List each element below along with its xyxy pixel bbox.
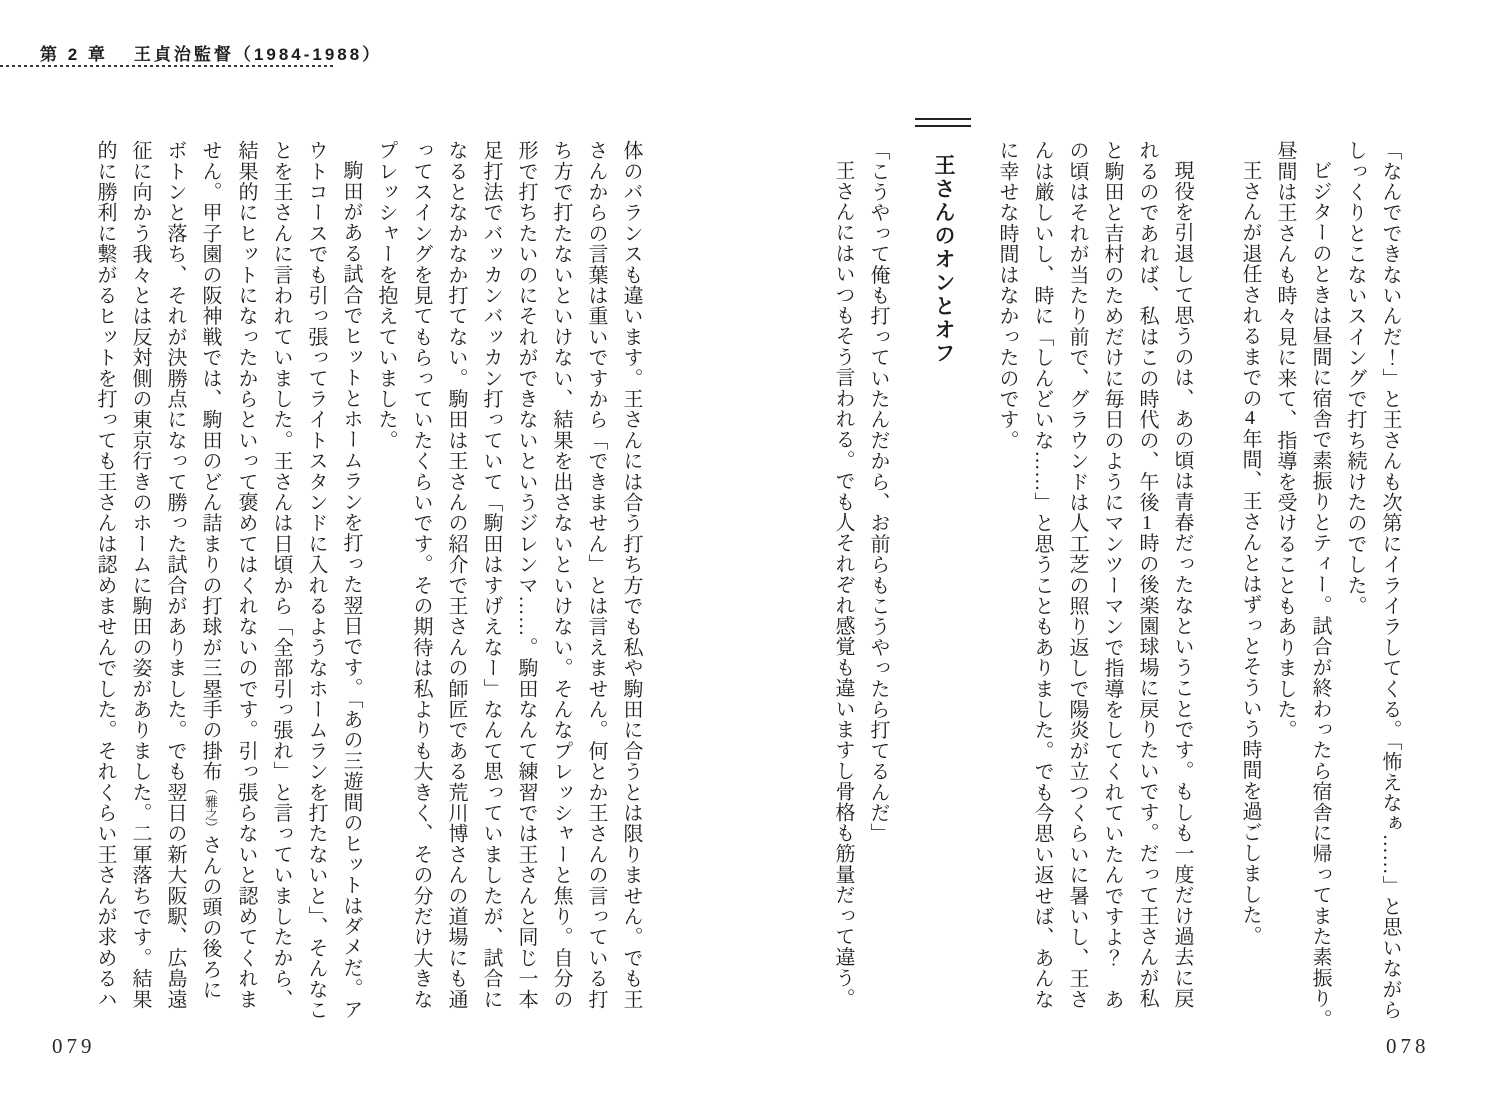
header-rule bbox=[0, 65, 336, 67]
text-line: 「こうやって俺も打っていたんだから、お前らもこうやったら打てるんだ」 bbox=[867, 140, 889, 844]
text-line: しっくりとこないスイングで打ち続けたのでした。 bbox=[1344, 140, 1366, 617]
text-line: 体のバランスも違います。王さんには合う打ち方でも私や駒田に合うとは限りません。でも王 bbox=[620, 140, 642, 1010]
page-header bbox=[40, 40, 382, 65]
chapter-title: 王貞治監督（1984-1988） bbox=[133, 45, 383, 64]
text-line: れるのであれば、私はこの時代の、午後1時の後楽園球場に戻りたいです。だって王さんが私 bbox=[1136, 140, 1158, 1009]
text-line: 昼間は王さんも時々見に来て、指導を受けることもありました。 bbox=[1274, 140, 1296, 741]
text-line: 的に勝利に繋がるヒットを打っても王さんは認めませんでした。それくらい王さんが求めるハ bbox=[94, 140, 116, 1010]
chapter-label: 第 2 章 bbox=[40, 45, 108, 64]
text-line: 駒田がある試合でヒットとホームランを打った翌日です。「あの三遊間のヒットはダメだ。ア bbox=[340, 160, 362, 1020]
text-line: ビジターのときは昼間に宿舎で素振りとティー。試合が終わったら宿舎に帰ってまた素振り。 bbox=[1309, 160, 1331, 1030]
upright-digit: 4 bbox=[1245, 408, 1255, 429]
text-line: に幸せな時間はなかったのです。 bbox=[996, 140, 1018, 451]
text-line: と駒田と吉村のためだけに毎日のようにマンツーマンで指導をしてくれていたんですよ？ あ bbox=[1101, 140, 1123, 1010]
text-line: 足打法でバッカンバッカン打っていて「駒田はすげえなー」なんて思っていましたが、試合に bbox=[480, 140, 502, 1010]
text-line: 形で打ちたいのにそれができないというジレンマ……。駒田なんて練習では王さんと同じ一本 bbox=[515, 140, 537, 1010]
text-line: ボトンと落ち、それが決勝点になって勝った試合がありました。でも翌日の新大阪駅、広島遠 bbox=[164, 140, 186, 1010]
text-line: ってスイングを見てもらっていたくらいです。その期待は私よりも大きく、その分だけ大きな bbox=[410, 140, 432, 1010]
text-line: 結果的にヒットになったからといって褒めてはくれないのです。引っ張らないと認めてくれま bbox=[235, 140, 257, 1010]
text-line: 王さんが退任されるまでの4年間、王さんとはずっとそういう時間を過ごしました。 bbox=[1239, 160, 1261, 946]
text-line: せん。甲子園の阪神戦では、駒田のどん詰まりの打球が三塁手の掛布（雅之）さんの頭の後ろに bbox=[199, 140, 221, 1001]
page-number-left: 079 bbox=[52, 1034, 96, 1058]
left-page-text-block bbox=[87, 140, 648, 1036]
text-line: 征に向かう我々とは反対側の東京行きのホームに駒田の姿がありました。二軍落ちです。結果 bbox=[129, 140, 151, 1010]
text-line: なるとなかなか打てない。駒田は王さんの紹介で王さんの師匠である荒川博さんの道場にも通 bbox=[445, 140, 467, 1010]
right-page-text-block bbox=[825, 140, 1407, 1036]
text-line: とを王さんに言われていました。王さんは日頃から「全部引っ張れ」と言っていましたから、 bbox=[270, 140, 292, 1010]
text-line: さんからの言葉は重いですから「できません」とは言えません。何とか王さんの言っている打 bbox=[585, 140, 607, 1010]
double-rule-icon bbox=[915, 118, 971, 127]
inline-annotation: （雅之） bbox=[203, 781, 218, 835]
text-line: 「なんでできないんだ！」と王さんも次第にイライラしてくる。「怖えなぁ……」と思いながら bbox=[1379, 140, 1401, 1021]
text-line: ウトコースでも引っ張ってライトスタンドに入れるようなホームランを打たないと」、そんなこ bbox=[305, 140, 327, 1021]
text-line: 王さんにはいつもそう言われる。でも人それぞれ感覚も違いますし骨格も筋量だって違う。 bbox=[832, 160, 854, 1009]
text-line: 現役を引退して思うのは、あの頃は青春だったなということです。もしも一度だけ過去に戻 bbox=[1171, 160, 1193, 1009]
page-number-right: 078 bbox=[1386, 1034, 1430, 1058]
upright-digit: 1 bbox=[1142, 512, 1152, 533]
text-line: の頃はそれが当たり前で、グラウンドは人工芝の照り返しで陽炎が立つくらいに暑いし、王さ bbox=[1066, 140, 1088, 1010]
text-line: プレッシャーを抱えていました。 bbox=[375, 140, 397, 451]
text-line: ち方で打たないといけない、結果を出さないといけない。そんなプレッシャーと焦り。自分の bbox=[550, 140, 572, 1010]
section-heading bbox=[923, 140, 963, 1036]
section-heading-text: 王さんのオンとオフ bbox=[932, 154, 955, 366]
text-line: んは厳しいし、時に「しんどいな……」と思うこともありました。でも今思い返せば、あんな bbox=[1031, 140, 1053, 1010]
